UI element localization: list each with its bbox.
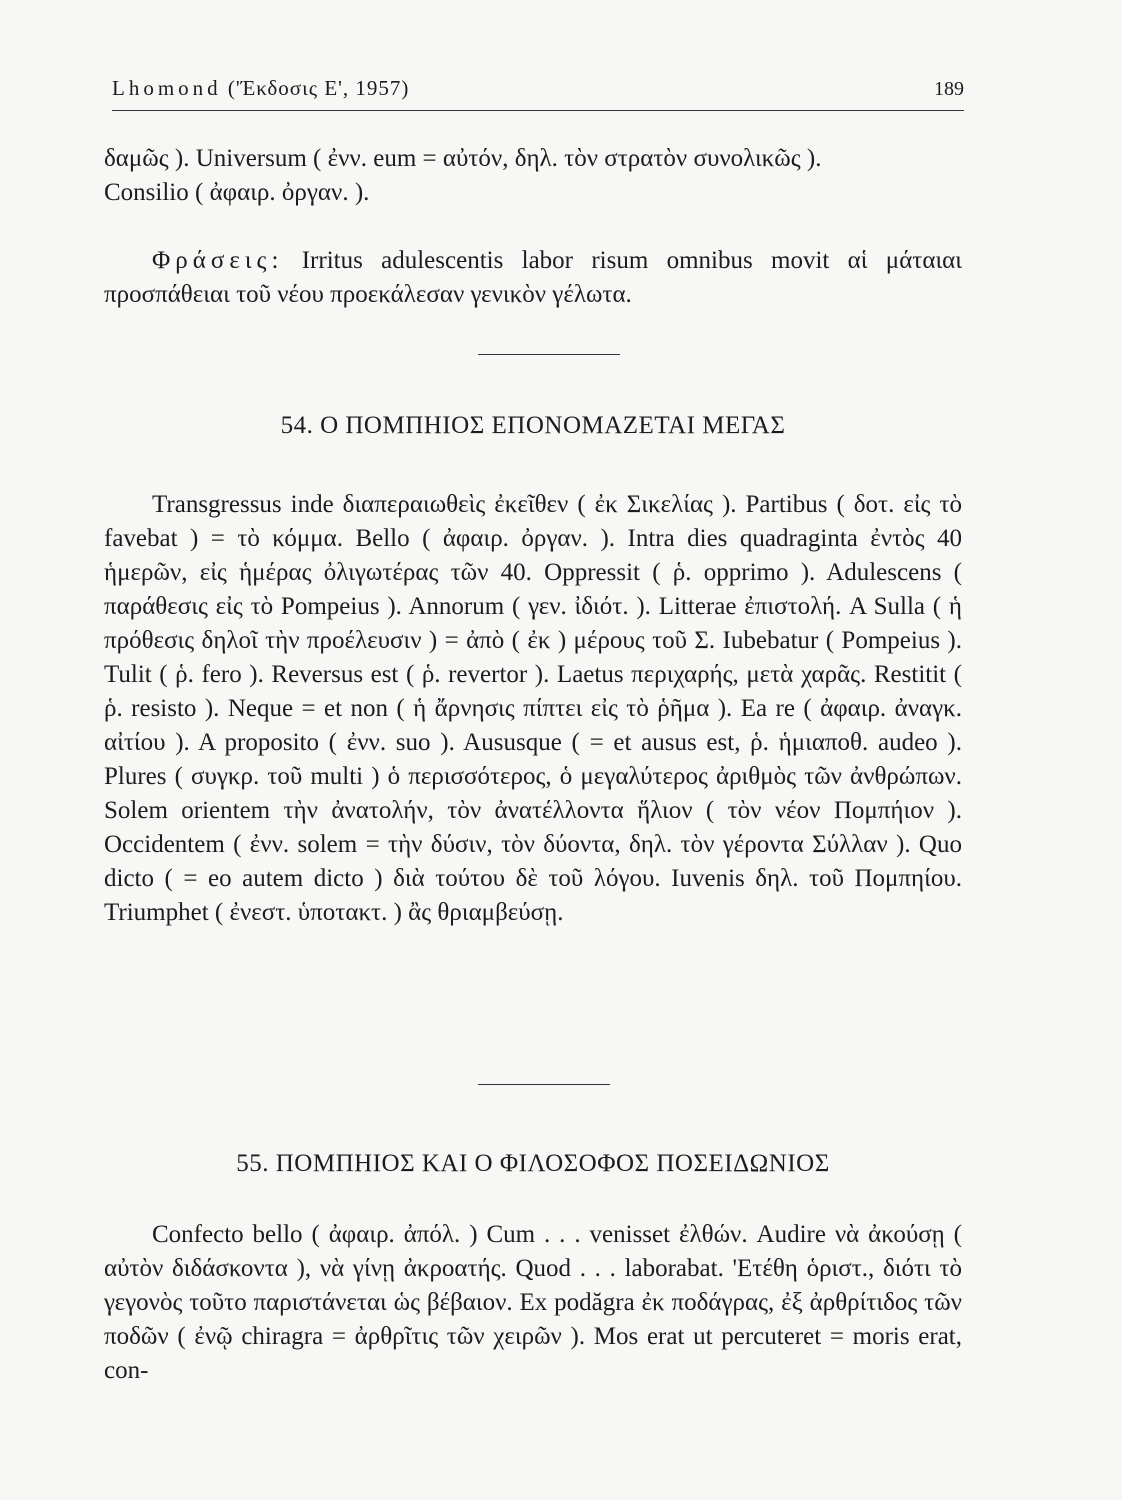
phrases-label: Φράσεις: [152, 247, 284, 274]
section-54-paragraph: Transgressus inde διαπεραιωθεὶς ἐκεῖθεν ( ἐκ Σικελίας ). Partibus ( δοτ. εἰς τὸ favebat ) = τὸ κόμμα. Bello ( ἀφαιρ. ὀργαν. ). Intra dies quadraginta ἐντὸς 40 ἡμερῶν, εἰς ἡμέρας ὀλιγωτέρας τῶν 40. Oppressit ( ῥ. opprimo ). Adulescens ( παράθεσις εἰς τὸ Pompeius ). Annorum ( γεν. ἰδιότ. ). Litterae ἐπιστολή. A Sulla ( ἡ πρόθεσις δηλοῖ τὴν προέλευσιν ) = ἀπὸ ( ἐκ ) μέρους τοῦ Σ. Iubebatur ( Pompeius ). Tulit ( ῥ. fero ). Reversus est ( ῥ. revertor ). Laetus περιχαρής, μετὰ χαρᾶς. Restitit ( ῥ. resisto ). Neque = et non ( ἡ ἄρνησις πίπτει εἰς τὸ ῥῆμα ). Ea re ( ἀφαιρ. ἀναγκ. αἰτίου ). A proposito ( ἐνν. suo ). Aususque ( = et ausus est, ῥ. ἡμιαποθ. audeo ). Plures ( συγκρ. τοῦ multi ) ὁ περισσότερος, ὁ μεγαλύτερος ἀριθμὸς τῶν ἀνθρώπων. Solem orientem τὴν ἀνατολήν, τὸν ἀνατέλλοντα ἥλιον ( τὸν νέον Πομπήιον ). Occidentem ( ἐνν. solem = τὴν δύσιν, τὸν δύοντα, δηλ. τὸν γέροντα Σύλλαν ). Quo dicto ( = eo autem dicto ) διὰ τούτου δὲ τοῦ λόγου. Iuvenis δηλ. τοῦ Πομπηίου. Triumphet ( ἐνεστ. ὑποτακτ. ) ἂς θριαμβεύσῃ. [104, 491, 962, 926]
section-55-paragraph: Confecto bello ( ἀφαιρ. ἀπόλ. ) Cum . . . venisset ἐλθών. Audire νὰ ἀκούσῃ ( αὐτὸν διδάσκοντα ), νὰ γίνῃ ἀκροατής. Quod . . . laborabat. 'Ετέθη ὁριστ., διότι τὸ γεγονὸς τοῦτο παριστάνεται ὡς βέβαιον. Ex podăgra ἐκ ποδάγρας, ἐξ ἀρθρίτιδος τῶν ποδῶν ( ἐνῷ chiragra = ἀρθρῖτις τῶν χειρῶν ). Mos erat ut percuteret = moris erat, con- [104, 1221, 962, 1384]
running-title-name: Lhomond [112, 76, 222, 100]
intro-notes [104, 142, 962, 210]
section-divider [478, 354, 620, 355]
phrases-paragraph [104, 244, 962, 312]
section-54-title: 54. Ο ΠΟΜΠΗΙΟΣ ΕΠΟΝΟΜΑΖΕΤΑΙ ΜΕΓΑΣ [280, 412, 786, 439]
phrases-text-paragraph [104, 244, 962, 312]
running-title [112, 76, 409, 101]
page-number: 189 [934, 78, 964, 100]
running-title-edition: ('Έκδοσις Ε', 1957) [227, 76, 410, 100]
section-55-title: 55. ΠΟΜΠΗΙΟΣ ΚΑΙ Ο ΦΙΛΟΣΟΦΟΣ ΠΟΣΕΙΔΩΝΙΟΣ [236, 1150, 830, 1177]
running-header [112, 70, 964, 111]
phrases-text: Irritus adulescentis labor risum omnibus movit αἱ μάταιαι προσπάθειαι τοῦ νέου προεκάλεσαν γενικὸν γέλωτα. [104, 247, 963, 308]
section-divider [478, 1084, 610, 1085]
section-55-body [104, 1218, 962, 1388]
intro-line-1: δαμῶς ). Universum ( ἐνν. eum = αὐτόν, δηλ. τὸν στρατὸν συνολικῶς ). [104, 145, 822, 172]
section-54-body [104, 488, 962, 930]
intro-line-2: Consilio ( ἀφαιρ. ὀργαν. ). [104, 179, 370, 206]
